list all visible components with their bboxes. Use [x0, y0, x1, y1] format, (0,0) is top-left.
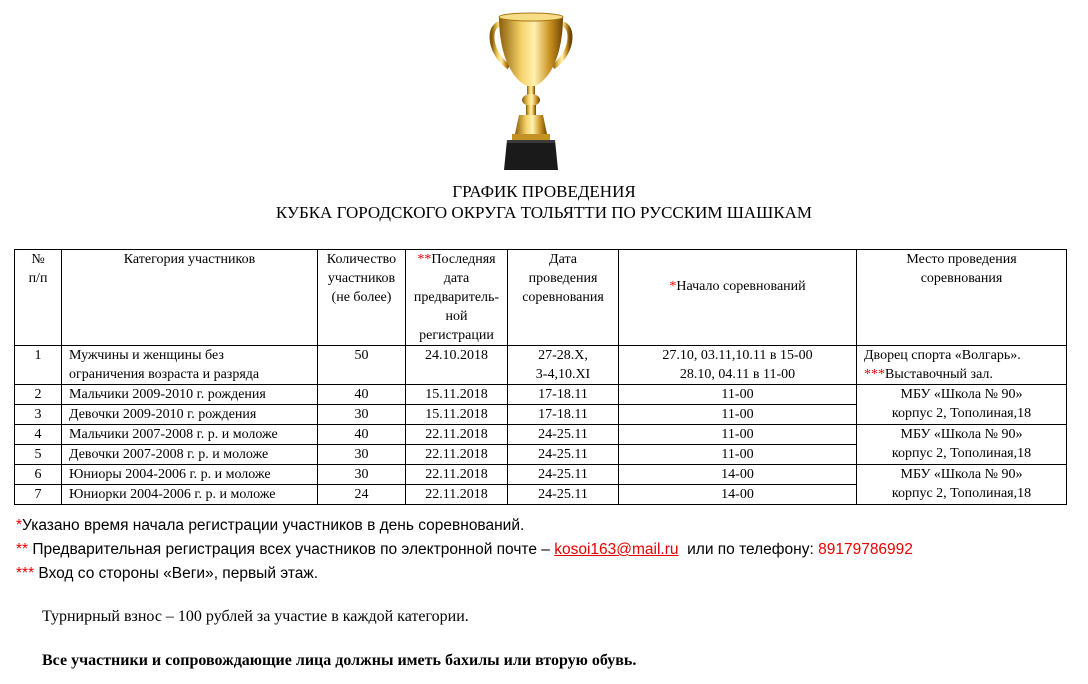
- col-registration-header: **Последняя дата предваритель- ной регистрации: [406, 250, 508, 346]
- note-start-time: *Указано время начала регистрации участников в день соревнований.: [16, 517, 525, 534]
- table-row: 5 Девочки 2007-2008 г. р. и моложе 30 22.11.2018 24-25.11 11-00: [15, 445, 1067, 465]
- venue-cell: МБУ «Школа № 90» корпус 2, Тополиная,18: [857, 425, 1067, 465]
- schedule-table: [14, 249, 1067, 505]
- note-entrance: *** Вход со стороны «Веги», первый этаж.: [16, 565, 319, 582]
- schedule-title: ГРАФИК ПРОВЕДЕНИЯ: [452, 182, 636, 201]
- cup-subtitle: КУБКА ГОРОДСКОГО ОКРУГА ТОЛЬЯТТИ ПО РУССКИМ ШАШКАМ: [275, 203, 813, 222]
- table-row: 7 Юниорки 2004-2006 г. р. и моложе 24 22.11.2018 24-25.11 14-00: [15, 485, 1067, 505]
- table-row: 2 Мальчики 2009-2010 г. рождения 40 15.11.2018 17-18.11 11-00 МБУ «Школа № 90» корпус 2, Тополиная,18: [15, 385, 1067, 405]
- venue-cell: МБУ «Школа № 90» корпус 2, Тополиная,18: [857, 465, 1067, 505]
- col-start-header: *Начало соревнований: [619, 250, 857, 346]
- col-place-header: Место проведения соревнования: [857, 250, 1067, 346]
- col-date-header: Дата проведения соревнования: [508, 250, 619, 346]
- col-count-header: Количество участников (не более): [318, 250, 406, 346]
- phone-number: 89179786992: [818, 541, 913, 558]
- venue-cell: МБУ «Школа № 90» корпус 2, Тополиная,18: [857, 385, 1067, 425]
- table-row: 4 Мальчики 2007-2008 г. р. и моложе 40 22.11.2018 24-25.11 11-00 МБУ «Школа № 90» корпус 2, Тополиная,18: [15, 425, 1067, 445]
- table-row: 1 Мужчины и женщины без ограничения возраста и разряда 50 24.10.2018 27-28.X, 3-4,10.XI 27.10, 03.11,10.11 в 15-00 28.10, 04.11 в 11-00 Дворец спорта «Волгарь». ***Выставочный зал.: [15, 346, 1067, 385]
- table-row: 6 Юниоры 2004-2006 г. р. и моложе 30 22.11.2018 24-25.11 14-00 МБУ «Школа № 90» корпус 2, Тополиная,18: [15, 465, 1067, 485]
- shoe-covers-notice: Все участники и сопровождающие лица должны иметь бахилы или вторую обувь.: [42, 652, 637, 669]
- col-number-header: № п/п: [15, 250, 62, 346]
- col-category-header: Категория участников: [62, 250, 318, 346]
- table-row: 3 Девочки 2009-2010 г. рождения 30 15.11.2018 17-18.11 11-00: [15, 405, 1067, 425]
- tournament-fee: Турнирный взнос – 100 рублей за участие в каждой категории.: [42, 608, 469, 625]
- note-registration: ** Предварительная регистрация всех участников по электронной почте – kosoi163@mail.ru или по телефону: 89179786992: [16, 541, 913, 558]
- header-row: [15, 250, 1067, 346]
- email-link[interactable]: kosoi163@mail.ru: [554, 541, 679, 558]
- trophy-image: [485, 12, 577, 172]
